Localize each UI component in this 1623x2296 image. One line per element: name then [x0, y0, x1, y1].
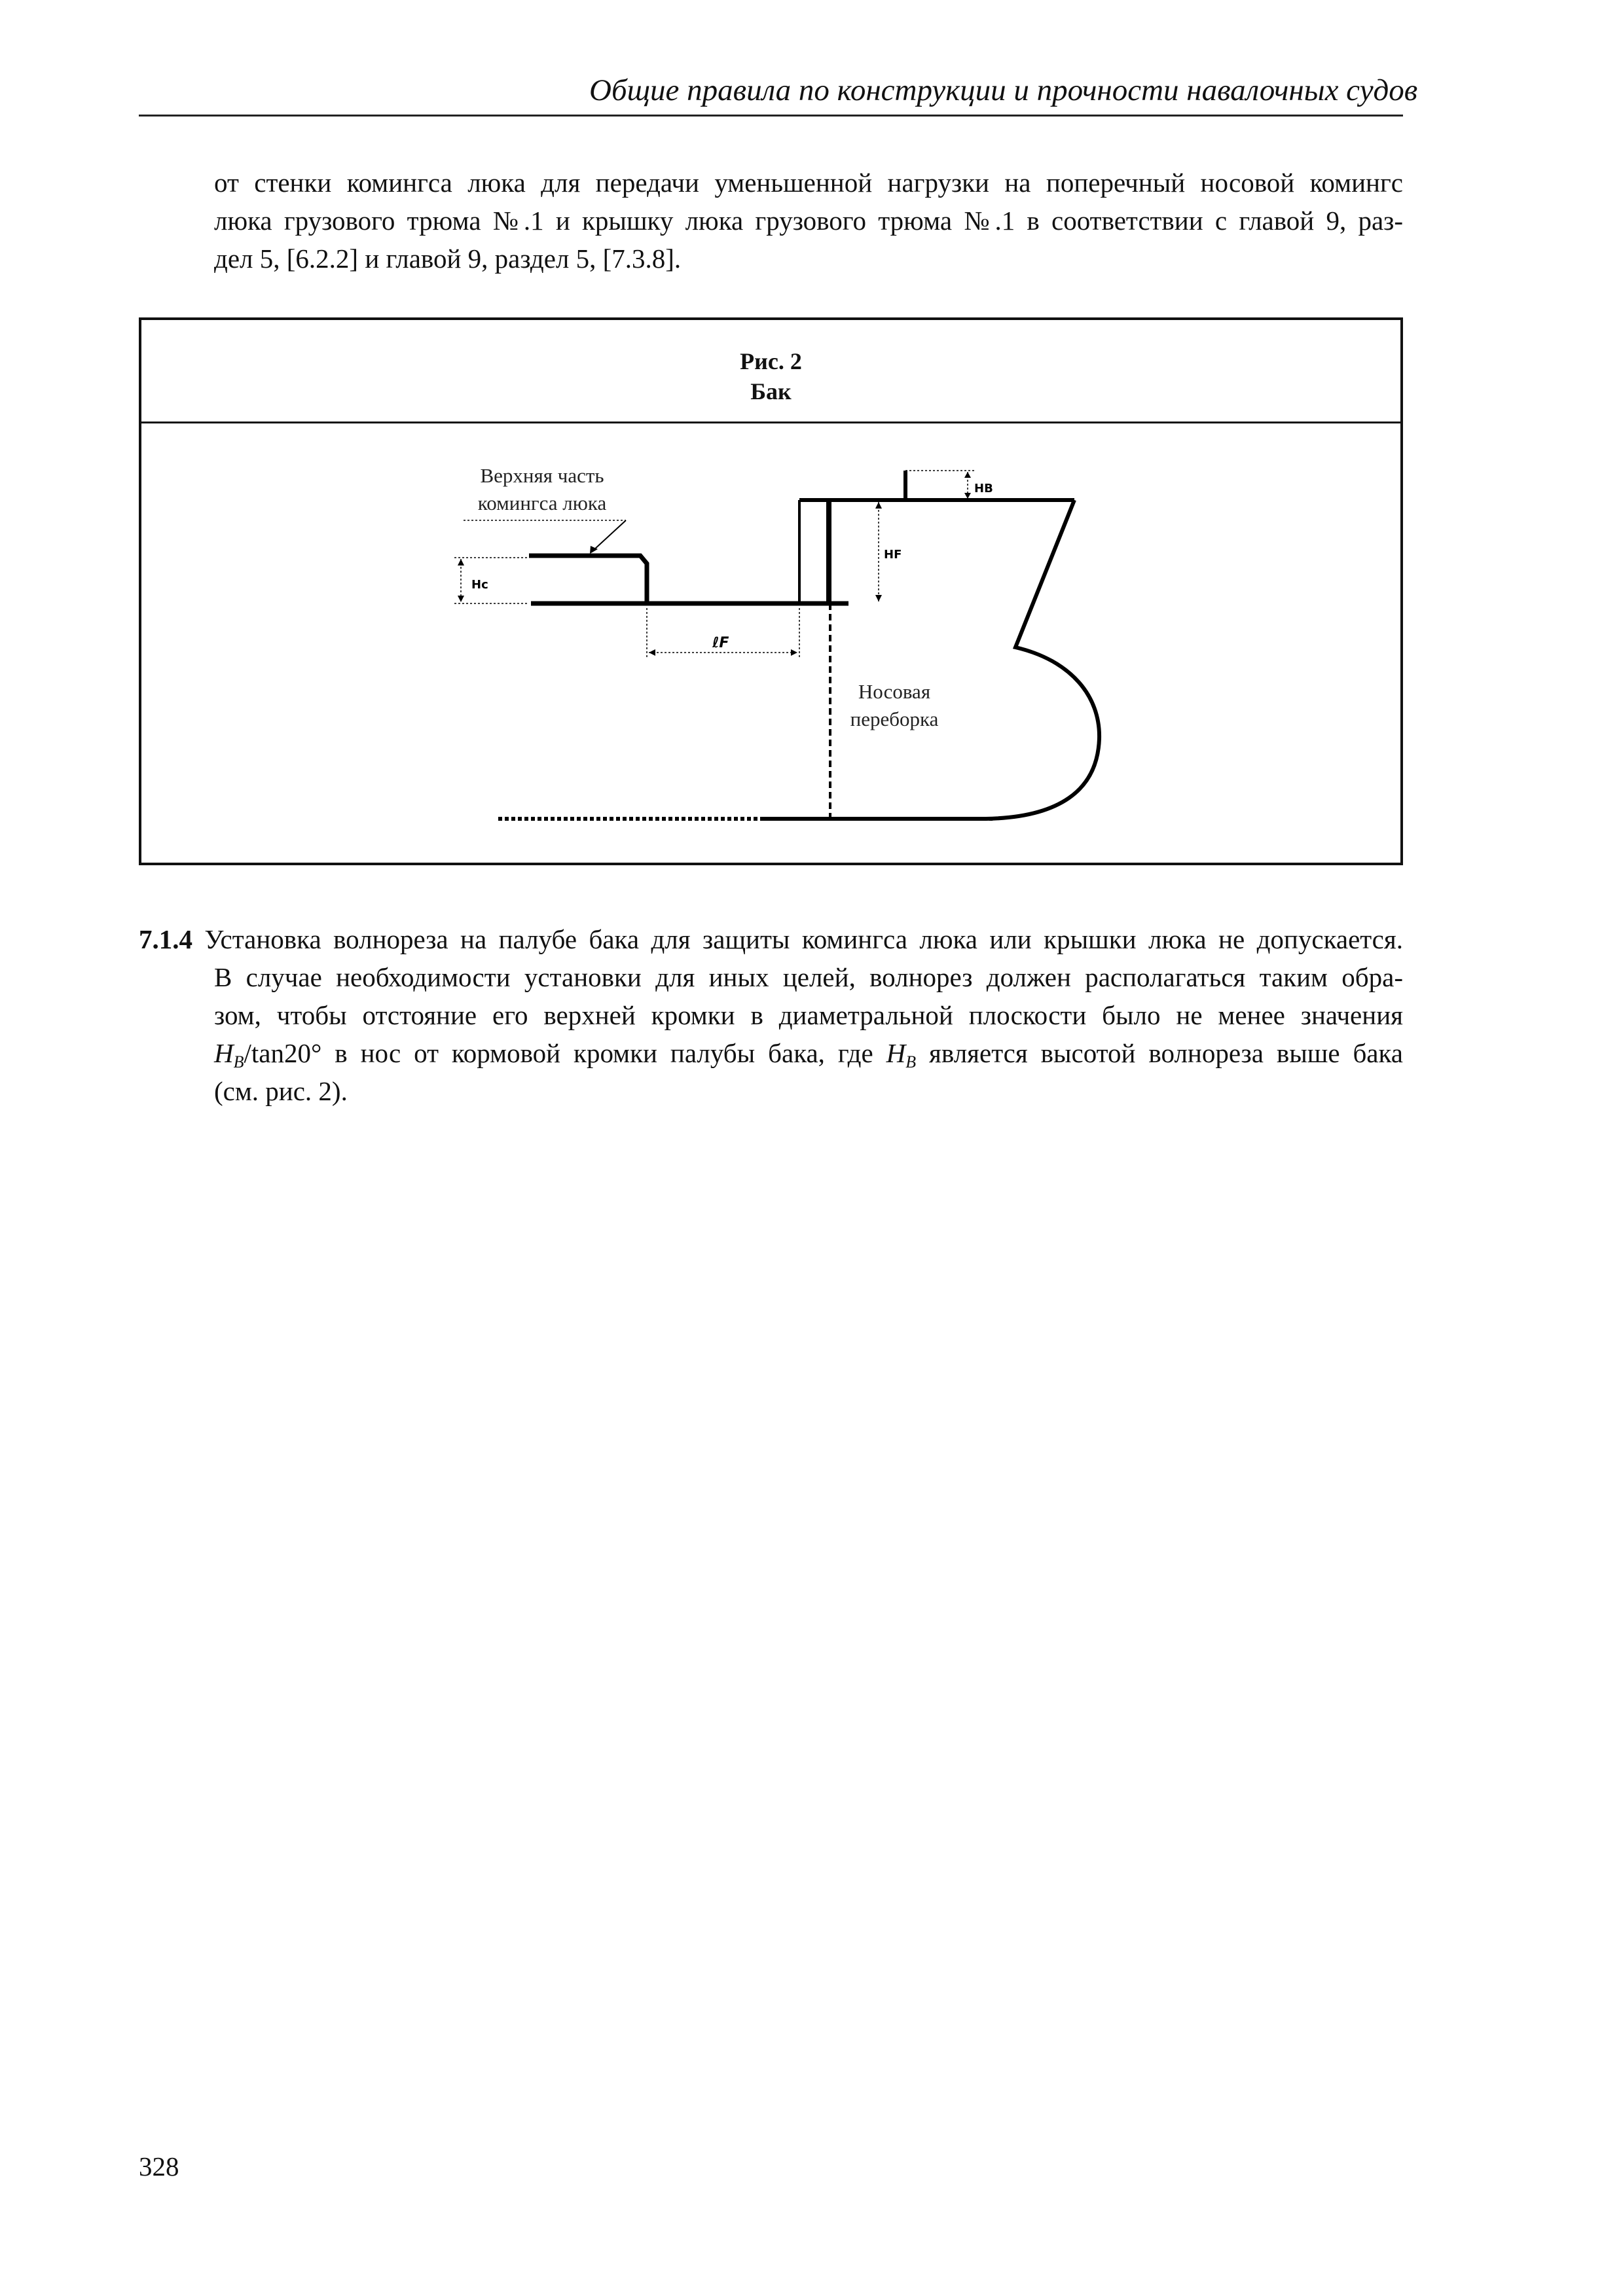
bulkhead-label-line1: Носовая	[858, 680, 931, 703]
paragraph-line: (см. рис. 2).	[214, 1076, 348, 1106]
paragraph-line: В случае необходимости установки для иных целей, волнорез должен располагаться таким обра-	[214, 962, 1403, 992]
hc-arrow-top	[458, 559, 464, 565]
hf-arrow-bottom	[875, 595, 882, 601]
figure-frame	[139, 317, 1403, 865]
intro-line: дел 5, [6.2.2] и главой 9, раздел 5, [7.3.8].	[214, 243, 682, 274]
figure-title: Бак	[750, 378, 792, 404]
intro-paragraph	[214, 164, 1403, 278]
hf-label: HF	[884, 548, 902, 562]
section-paragraph	[139, 920, 1403, 1110]
figure-number: Рис. 2	[740, 348, 802, 374]
hc-arrow-bottom	[458, 596, 464, 602]
paragraph-line: зом, чтобы отстояние его верхней кромки в диаметральной плоскости было не менее значения	[214, 1000, 1403, 1030]
page-number: 328	[139, 2151, 179, 2181]
lf-label: ℓF	[712, 635, 729, 651]
hc-label: Hc	[471, 578, 488, 592]
paragraph-line: $H_B/\tan 20^\circ$ в нос от кормовой кромки палубы бака, где $H_B$ является высотой волнореза выше бака	[214, 1038, 1403, 1071]
lf-arrow-right	[791, 649, 797, 656]
header-rule	[139, 115, 1403, 117]
hatch-coaming-label-line1: Верхняя часть	[480, 464, 604, 487]
intro-line: люка грузового трюма №.1 и крышку люка грузового трюма №.1 в соответствии с главой 9, раз-	[214, 206, 1403, 236]
hatch-coaming-label-line2: комингса люка	[477, 492, 607, 514]
forecastle-diagram	[141, 320, 1406, 868]
hb-arrow-top	[964, 472, 971, 478]
hatch-coaming-outline	[529, 556, 647, 603]
paragraph-line: 7.1.4 Установка волнореза на палубе бака для защиты комингса люка или крышки люка не допускается.	[139, 924, 1403, 954]
intro-line: от стенки комингса люка для передачи уменьшенной нагрузки на поперечный носовой комингс	[214, 168, 1403, 198]
label-leader	[593, 520, 626, 550]
hb-arrow-bottom	[964, 493, 971, 499]
section-number: 7.1.4	[139, 924, 192, 954]
hf-arrow-top	[875, 502, 882, 509]
running-header: Общие правила по конструкции и прочности навалочных судов	[589, 73, 1418, 107]
hb-label: HB	[974, 482, 993, 495]
lf-arrow-left	[649, 649, 655, 656]
bulkhead-label-line2: переборка	[850, 708, 939, 730]
bow-profile	[763, 500, 1099, 819]
